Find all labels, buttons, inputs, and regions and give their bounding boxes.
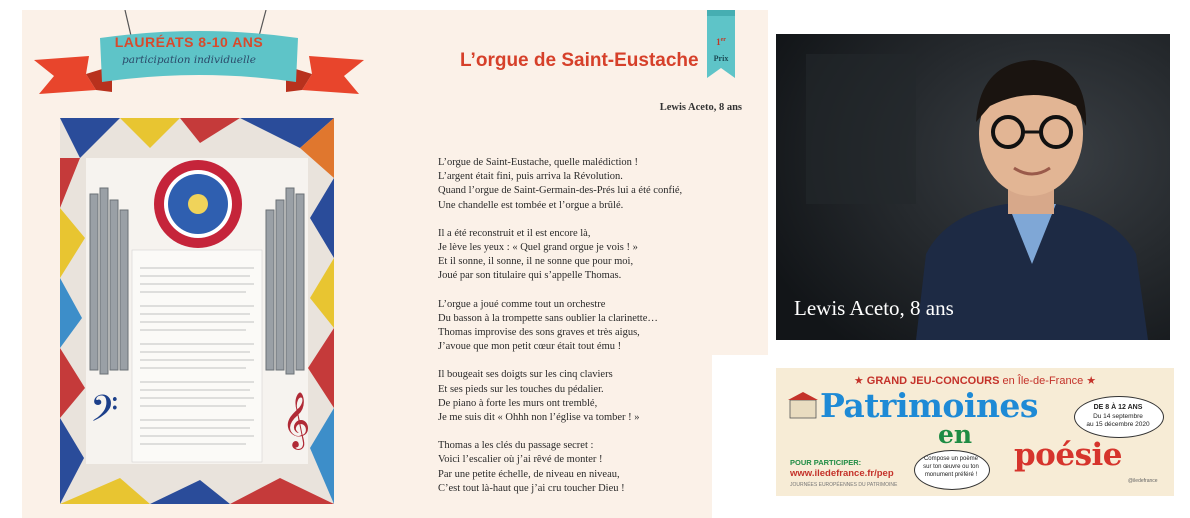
participate-link[interactable]: www.iledefrance.fr/pep [790, 468, 894, 479]
poem-author: Lewis Aceto, 8 ans [659, 102, 742, 113]
poem-stanza [438, 368, 728, 425]
contest-title-en: en [938, 420, 973, 449]
organ-artwork-image [60, 118, 334, 504]
compose-text: Compose un poème [923, 456, 979, 462]
poem-line: Je me suis dit « Ohhh non l’église va tomber ! » [438, 412, 640, 424]
rose-window-icon [154, 160, 242, 248]
treble-clef-icon: 𝄞 [282, 392, 311, 448]
monument-icon [788, 390, 818, 420]
poem-line: Il bougeait ses doigts sur les cinq claviers [438, 369, 613, 381]
poem-stanza [438, 298, 728, 355]
participate-label: POUR PARTICIPER: [790, 458, 862, 467]
poem-line: L’orgue a joué comme tout un orchestre [438, 298, 606, 310]
poem-line: Je lève les yeux : « Quel grand orgue je vois ! » [438, 242, 638, 254]
photo-caption: Lewis Aceto, 8 ans [794, 296, 954, 320]
author-photo [776, 34, 1170, 340]
poem-poster [22, 10, 768, 518]
poem-line: Thomas improvise des sons graves et très aigus, [438, 327, 640, 339]
poem-stanza [438, 439, 728, 496]
prize-label: Prix [713, 54, 729, 63]
contest-footer-text: JOURNÉES EUROPÉENNES DU PATRIMOINE [790, 482, 898, 488]
poem-line: J’avoue que mon petit cœur était tout ému ! [438, 341, 622, 353]
contest-title-poesie: poésie [1014, 437, 1123, 473]
poster-cutout [712, 355, 768, 518]
contest-title-patrimoines: Patrimoines [820, 386, 1039, 425]
poem-line: Et ses pieds sur les touches du pédalier. [438, 383, 604, 395]
compose-text: monument préféré ! [924, 472, 978, 478]
poem-line: Et il sonne, il sonne, il ne sonne que pour moi, [438, 256, 634, 268]
poem-line: Thomas a les clés du passage secret : [438, 440, 594, 452]
banner-title: LAURÉATS 8-10 ANS [114, 34, 264, 50]
contest-banner [776, 368, 1174, 496]
portrait-image [776, 34, 1170, 340]
poem-line: C’est tout là-haut que j’ai cru toucher Dieu ! [438, 482, 625, 494]
poem-line: Du basson à la trompette sans oublier la clarinette… [438, 312, 658, 324]
poem-line: Par une petite échelle, de niveau en niveau, [438, 468, 620, 480]
bass-clef-icon: 𝄢 [90, 388, 119, 439]
poem-title: L’orgue de Saint-Eustache [460, 50, 699, 71]
poem-line: L’argent était fini, puis arriva la Révolution. [438, 171, 623, 183]
contest-ages: DE 8 À 12 ANS [1093, 404, 1143, 411]
contest-dates-start: Du 14 septembre [1093, 413, 1143, 420]
contest-headline: ★ GRAND JEU-CONCOURS en Île-de-France ★ [853, 375, 1097, 387]
social-handle: @iledefrance [1128, 478, 1158, 484]
poem-line: Il a été reconstruit et il est encore là, [438, 227, 591, 239]
poem-stanza [438, 156, 728, 213]
poem-line: Une chandelle est tombée et l’orgue a brûlé. [438, 199, 624, 211]
contest-dates-end: au 15 décembre 2020 [1086, 421, 1150, 428]
poem-line: L’orgue de Saint-Eustache, quelle malédiction ! [438, 157, 639, 168]
poem-line: Joué par son titulaire qui s’appelle Thomas. [438, 270, 622, 282]
prize-ribbon-icon [705, 10, 737, 84]
poem-text [438, 156, 728, 510]
poem-line: Voici l’escalier où j’ai rêvé de monter ! [438, 454, 603, 466]
compose-text: sur ton œuvre ou ton [923, 464, 979, 470]
poem-line: De piano à forte les murs ont tremblé, [438, 397, 598, 409]
banner-subtitle: participation individuelle [122, 54, 256, 66]
poem-line: Quand l’orgue de Saint-Germain-des-Prés lui a été confié, [438, 185, 683, 197]
prize-rank: 1er [716, 37, 726, 47]
poem-stanza [438, 227, 728, 284]
